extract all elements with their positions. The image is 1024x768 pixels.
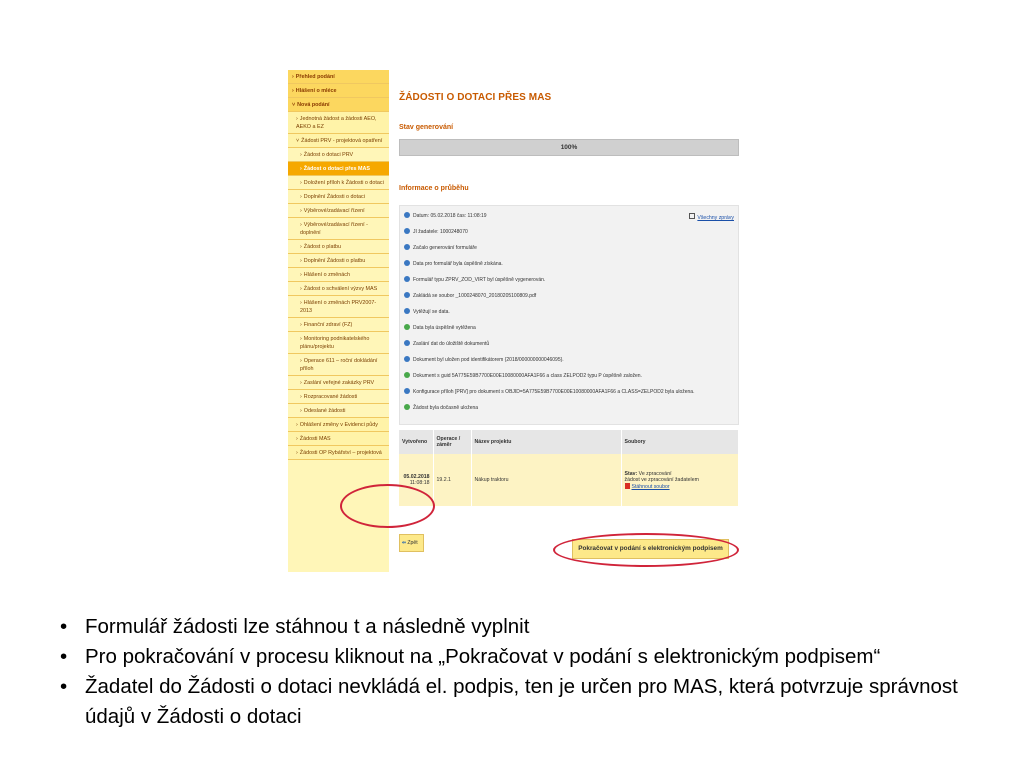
sidebar-item-zadost-o-dotaci-prv[interactable] <box>288 148 389 162</box>
sidebar-item-label: Hlášení o změnách PRV2007-2013 <box>300 300 377 314</box>
info-icon <box>404 388 410 394</box>
sidebar-item-label: Doplnění Žádosti o dotaci <box>303 194 365 200</box>
sidebar-item-verejne-zakazky[interactable] <box>288 376 389 390</box>
column-header: Vytvořeno <box>399 430 433 454</box>
status-note: žádost ve zpracování žadatelem <box>624 476 699 483</box>
log-message <box>404 356 564 366</box>
chevron-right-icon: › <box>300 244 302 250</box>
log-text: Zakládá se soubor _1000248070_20180205100809.pdf <box>413 293 537 299</box>
log-text: Žádost byla dočasně uložena <box>413 405 479 411</box>
sidebar-item-jednotna-zadost[interactable] <box>288 112 389 134</box>
log-message <box>404 308 450 318</box>
log-message <box>404 292 536 302</box>
info-icon <box>404 356 410 362</box>
applications-table <box>399 430 739 506</box>
sidebar-item-hlaseni-o-mlece[interactable] <box>288 84 389 98</box>
sidebar-item-doplneni-zadosti-o-platbu[interactable] <box>288 254 389 268</box>
info-icon <box>404 260 410 266</box>
sidebar-item-vyberove-rizeni-doplneni[interactable] <box>288 218 389 240</box>
log-message <box>404 388 694 398</box>
chevron-right-icon: › <box>300 208 302 214</box>
sidebar-item-label: Žádosti OP Rybářství – projektová <box>299 450 382 456</box>
log-text: Zaslání dat do úložiště dokumentů <box>413 341 490 347</box>
log-text: Data pro formulář byla úspěšně získána. <box>413 261 503 267</box>
sidebar-item-label: Výběrové/zadávací řízení - doplnění <box>300 222 368 236</box>
sidebar-item-evidence-pudy[interactable] <box>288 418 389 432</box>
sidebar-item-label: Přehled podání <box>295 74 335 80</box>
all-messages-label: Všechny zprávy <box>697 215 734 221</box>
check-icon <box>404 404 410 410</box>
sidebar-item-label: Ohlášení změny v Evidenci půdy <box>299 422 379 428</box>
sidebar-item-nova-podani[interactable] <box>288 98 389 112</box>
sidebar-item-zadosti-prv[interactable] <box>288 134 389 148</box>
sidebar-item-label: Hlášení o mléce <box>295 88 337 94</box>
info-icon <box>404 212 410 218</box>
chevron-right-icon: › <box>296 422 298 428</box>
chevron-down-icon: ˅ <box>292 102 296 108</box>
sidebar-item-dolozeni-priloh[interactable] <box>288 176 389 190</box>
bullet-item <box>60 642 1010 672</box>
bullet-item <box>60 612 1010 642</box>
chevron-right-icon: › <box>292 88 294 94</box>
log-message <box>404 340 489 350</box>
back-button[interactable] <box>399 534 424 552</box>
sidebar-item-prehled-podani[interactable] <box>288 70 389 84</box>
log-message <box>404 244 477 254</box>
chevron-right-icon: › <box>300 194 302 200</box>
sidebar-item-label: Žádosti MAS <box>299 436 331 442</box>
sidebar-item-financni-zdravi[interactable] <box>288 318 389 332</box>
status-value: Ve zpracování <box>638 470 672 477</box>
project-cell: Nákup traktoru <box>471 454 621 506</box>
info-icon <box>404 244 410 250</box>
chevron-right-icon: › <box>300 166 302 172</box>
chevron-right-icon: › <box>292 74 294 80</box>
pdf-icon <box>625 483 630 489</box>
screenshot <box>288 70 740 572</box>
log-message <box>404 372 642 382</box>
sidebar-nav <box>288 70 389 572</box>
chevron-right-icon: › <box>300 272 302 278</box>
chevron-right-icon: › <box>300 358 302 364</box>
chevron-right-icon: › <box>300 336 302 342</box>
operation-cell: 19.2.1 <box>433 454 471 506</box>
sidebar-item-hlaseni-prv2007-2013[interactable] <box>288 296 389 318</box>
sidebar-item-hlaseni-o-zmenach[interactable] <box>288 268 389 282</box>
chevron-right-icon: › <box>300 322 302 328</box>
bullet-text: Žadatel do Žádosti o dotaci nevkládá el. podpis, ten je určen pro MAS, která potvrzuje správnost údajů v Žádosti o dotaci <box>85 675 958 728</box>
sidebar-item-label: Žádost o dotaci PRV <box>303 152 354 158</box>
info-log <box>399 205 739 425</box>
bullet-symbol: • <box>60 675 68 698</box>
arrow-left-icon: ⇐ <box>402 540 407 546</box>
sidebar-item-label: Monitoring podnikatelského plánu/projektu <box>300 336 370 350</box>
sidebar-item-label: Zaslání veřejné zakázky PRV <box>303 380 375 386</box>
chevron-right-icon: › <box>300 258 302 264</box>
status-heading: Stav generování <box>399 124 454 131</box>
info-icon <box>404 340 410 346</box>
sidebar-item-label: Nová podání <box>297 102 330 108</box>
sidebar-item-doplneni-zadosti-o-dotaci[interactable] <box>288 190 389 204</box>
table-row <box>399 454 739 506</box>
log-text: Začalo generování formuláře <box>413 245 477 251</box>
bullet-symbol: • <box>60 645 68 668</box>
sidebar-item-label: Odeslané žádosti <box>303 408 346 414</box>
sidebar-item-vyberove-rizeni[interactable] <box>288 204 389 218</box>
info-icon <box>404 228 410 234</box>
sidebar-item-label: Žádost o dotaci přes MAS <box>303 166 370 172</box>
log-text: Vytěžují se data. <box>413 309 450 315</box>
chevron-right-icon: › <box>300 408 302 414</box>
sidebar-item-zadost-o-platbu[interactable] <box>288 240 389 254</box>
sidebar-item-label: Hlášení o změnách <box>303 272 350 278</box>
info-icon <box>404 308 410 314</box>
log-text: JI žadatele: 1000248070 <box>413 229 468 235</box>
all-messages-link[interactable] <box>689 213 734 221</box>
chevron-right-icon: › <box>296 436 298 442</box>
info-icon <box>404 292 410 298</box>
chevron-right-icon: › <box>300 180 302 186</box>
chevron-right-icon: › <box>300 300 302 306</box>
sidebar-item-operace-611[interactable] <box>288 354 389 376</box>
log-text: Dokument s guid 5A775E59B7700E00E10080000AFA1F66 a class ZELPOD2 typu P úspěšně založen. <box>413 373 642 379</box>
info-heading: Informace o průběhu <box>399 185 469 192</box>
log-text: Dokument byl uložen pod identifikátorem {2018/000000000046095}. <box>413 357 564 363</box>
sidebar-item-label: Doložení příloh k Žádosti o dotaci <box>303 180 384 186</box>
status-label: Stav: <box>624 470 638 477</box>
log-message <box>404 212 487 222</box>
sidebar-item-zadosti-mas[interactable] <box>288 432 389 446</box>
sidebar-item-zadost-o-dotaci-pres-mas[interactable] <box>288 162 389 176</box>
chevron-right-icon: › <box>300 394 302 400</box>
check-icon <box>404 372 410 378</box>
files-cell <box>621 454 739 506</box>
log-text: Data byla úspěšně vytěžena <box>413 325 476 331</box>
bullet-text: Formulář žádosti lze stáhnou t a následně vyplnit <box>85 615 530 638</box>
log-message <box>404 276 545 286</box>
log-message <box>404 404 478 414</box>
chevron-down-icon: ˅ <box>296 138 300 144</box>
download-file-link[interactable]: Stáhnout soubor <box>631 483 670 490</box>
chevron-right-icon: › <box>296 450 298 456</box>
continue-e-signature-button[interactable]: Pokračovat v podání s elektronickým podpisem <box>572 539 729 559</box>
sidebar-item-label: Doplnění Žádosti o platbu <box>303 258 366 264</box>
sidebar-item-schvaleni-vyzvy-mas[interactable] <box>288 282 389 296</box>
sidebar-item-label: Žádost o platbu <box>303 244 341 250</box>
log-text: Formulář typu ZPRV_ZOD_VIRT byl úspěšně vygenerován. <box>413 277 546 283</box>
sidebar-item-label: Finanční zdraví (FZ) <box>303 322 353 328</box>
chevron-right-icon: › <box>296 116 298 122</box>
log-message <box>404 228 468 238</box>
bullet-item <box>60 672 1010 732</box>
bullet-list <box>60 612 1010 732</box>
sidebar-item-label: Operace 611 – roční dokládání příloh <box>300 358 378 372</box>
column-header: Operace / záměr <box>433 430 471 454</box>
created-date: 05.02.2018 <box>403 474 430 480</box>
sidebar-item-monitoring[interactable] <box>288 332 389 354</box>
sidebar-item-rozpracovane-zadosti[interactable] <box>288 390 389 404</box>
expand-icon <box>689 213 695 219</box>
sidebar-item-odeslane-zadosti[interactable] <box>288 404 389 418</box>
created-cell <box>399 454 433 506</box>
progress-bar <box>399 139 739 156</box>
page-title: ŽÁDOSTI O DOTACI PŘES MAS <box>399 92 552 103</box>
sidebar-item-label: Žádosti PRV - projektová opatření <box>301 138 383 144</box>
column-header: Název projektu <box>471 430 621 454</box>
chevron-right-icon: › <box>300 380 302 386</box>
sidebar-item-label: Výběrové/zadávací řízení <box>303 208 365 214</box>
bullet-symbol: • <box>60 615 68 638</box>
sidebar-item-label: Rozpracované žádosti <box>303 394 358 400</box>
progress-label: 100% <box>560 144 578 151</box>
back-button-label: Zpět <box>407 540 418 546</box>
log-message <box>404 260 503 270</box>
info-icon <box>404 276 410 282</box>
check-icon <box>404 324 410 330</box>
sidebar-item-label: Žádost o schválení výzvy MAS <box>303 286 378 292</box>
bullet-text: Pro pokračování v procesu kliknout na „Pokračovat v podání s elektronickým podpisem“ <box>85 645 881 668</box>
sidebar-item-label: Jednotná žádost a žádosti AEO, AEKO a EZ <box>296 116 377 130</box>
main-content <box>397 70 740 572</box>
log-text: Konfigurace příloh [PRV] pro dokument s OBJID=5A775E59B7700E00E10080000AFA1F66 a CLASS=ZELPOD2 byla uložena. <box>413 389 695 395</box>
chevron-right-icon: › <box>300 286 302 292</box>
created-time: 11:08:18 <box>409 480 430 486</box>
chevron-right-icon: › <box>300 152 302 158</box>
sidebar-item-op-rybarstvi[interactable] <box>288 446 389 460</box>
log-message <box>404 324 476 334</box>
chevron-right-icon: › <box>300 222 302 228</box>
column-header: Soubory <box>621 430 739 454</box>
log-text: Datum: 05.02.2018 čas: 11:08:19 <box>413 213 487 219</box>
table-header-row <box>399 430 739 454</box>
